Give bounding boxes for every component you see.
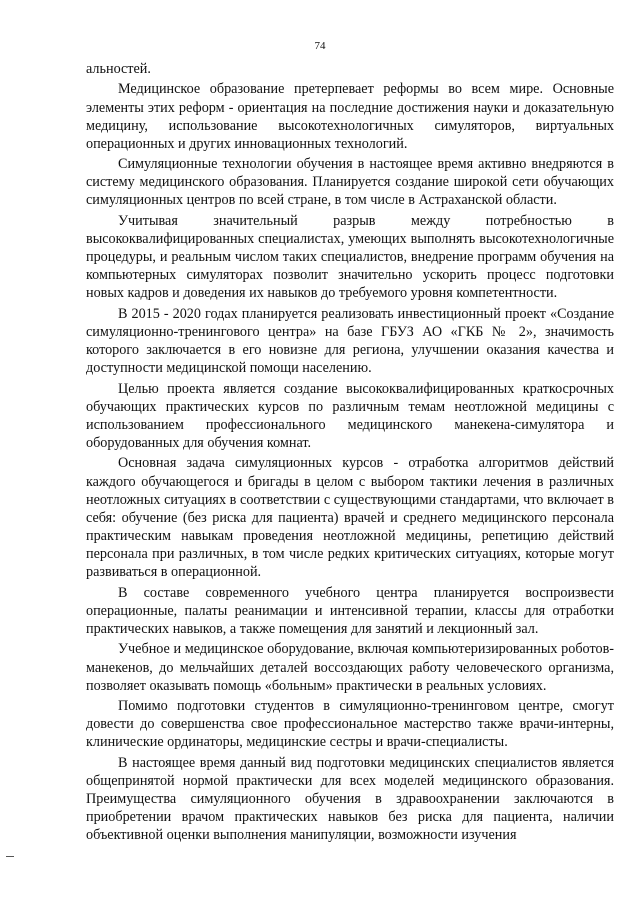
paragraph-advantages: В настоящее время данный вид подготовки медицинских специалистов является общепринятой нормой практически для всех моделей медицинского образования. Преимущества симуляционного обучения в здравоохранении заключаются в приобретении врачом практических навыков без риска для пациента, наличии объективной оценки выполнения манипуляции, возможности изучения: [86, 754, 614, 844]
paragraph-trainees: Помимо подготовки студентов в симуляционно-тренинговом центре, смогут довести до совершенства свое профессиональное мастерство также врачи-интерны, клинические ординаторы, медицинские сестры и врачи-специалисты.: [86, 698, 614, 751]
paragraph-training-center-composition: В составе современного учебного центра планируется воспроизвести операционные, палаты реанимации и интенсивной терапии, классы для отработки практических навыков, а также помещения для занятий и лекционный зал.: [86, 584, 614, 637]
body-text: [86, 60, 614, 847]
scan-mark: [6, 856, 14, 857]
paragraph-main-task: Основная задача симуляционных курсов - отработка алгоритмов действий каждого обучающегося и бригады в целом с выбором тактики лечения в различных неотложных ситуациях в соответствии с существующими стандартами, что включает в себя: обучение (без риска для пациента) врачей и среднего медицинского персонала практическим навыкам проведения неотложной медицины, репетицию действий персонала при различных, в том числе редких критических ситуациях, которые могут развиваться в операционной.: [86, 455, 614, 581]
paragraph-project-goal: Целью проекта является создание высококвалифицированных краткосрочных обучающих практических курсов по различным темам неотложной медицины с использованием профессионального медицинского манекена-симулятора и оборудованных для обучения комнат.: [86, 380, 614, 452]
paragraph-medical-education-reforms: Медицинское образование претерпевает реформы во всем мире. Основные элементы этих реформ - ориентация на последние достижения науки и доказательную медицину, использование высокотехнологичных симуляторов, виртуальных операционных и других инновационных технологий.: [86, 81, 614, 152]
page-number: 74: [314, 40, 326, 52]
paragraph-qualification-gap: Учитывая значительный разрыв между потребностью в высококвалифицированных специалистах, умеющих выполнять высокотехнологичные процедуры, и реальным числом таких специалистов, внедрение программ обучения на компьютерных симуляторах позволит значительно ускорить процесс подготовки новых кадров и доведения их навыков до требуемого уровня компетентности.: [86, 212, 614, 302]
paragraph-simulation-technologies: Симуляционные технологии обучения в настоящее время активно внедряются в систему медицинского образования. Планируется создание широкой сети обучающих симуляционных центров по всей стране, в том числе в Астраханской области.: [86, 156, 614, 209]
paragraph-continuation: альностей.: [86, 61, 151, 77]
paragraph-equipment: Учебное и медицинское оборудование, включая компьютеризированных роботов-манекенов, до мельчайших деталей воссоздающих работу человеческого организма, позволяет оказывать помощь «больным» практически в реальных условиях.: [86, 641, 614, 694]
paragraph-investment-project: В 2015 - 2020 годах планируется реализовать инвестиционный проект «Создание симуляционно-тренингового центра» на базе ГБУЗ АО «ГКБ № 2», значимость которого заключается в его новизне для региона, улучшении оказания качества и доступности медицинской помощи населению.: [86, 305, 614, 377]
